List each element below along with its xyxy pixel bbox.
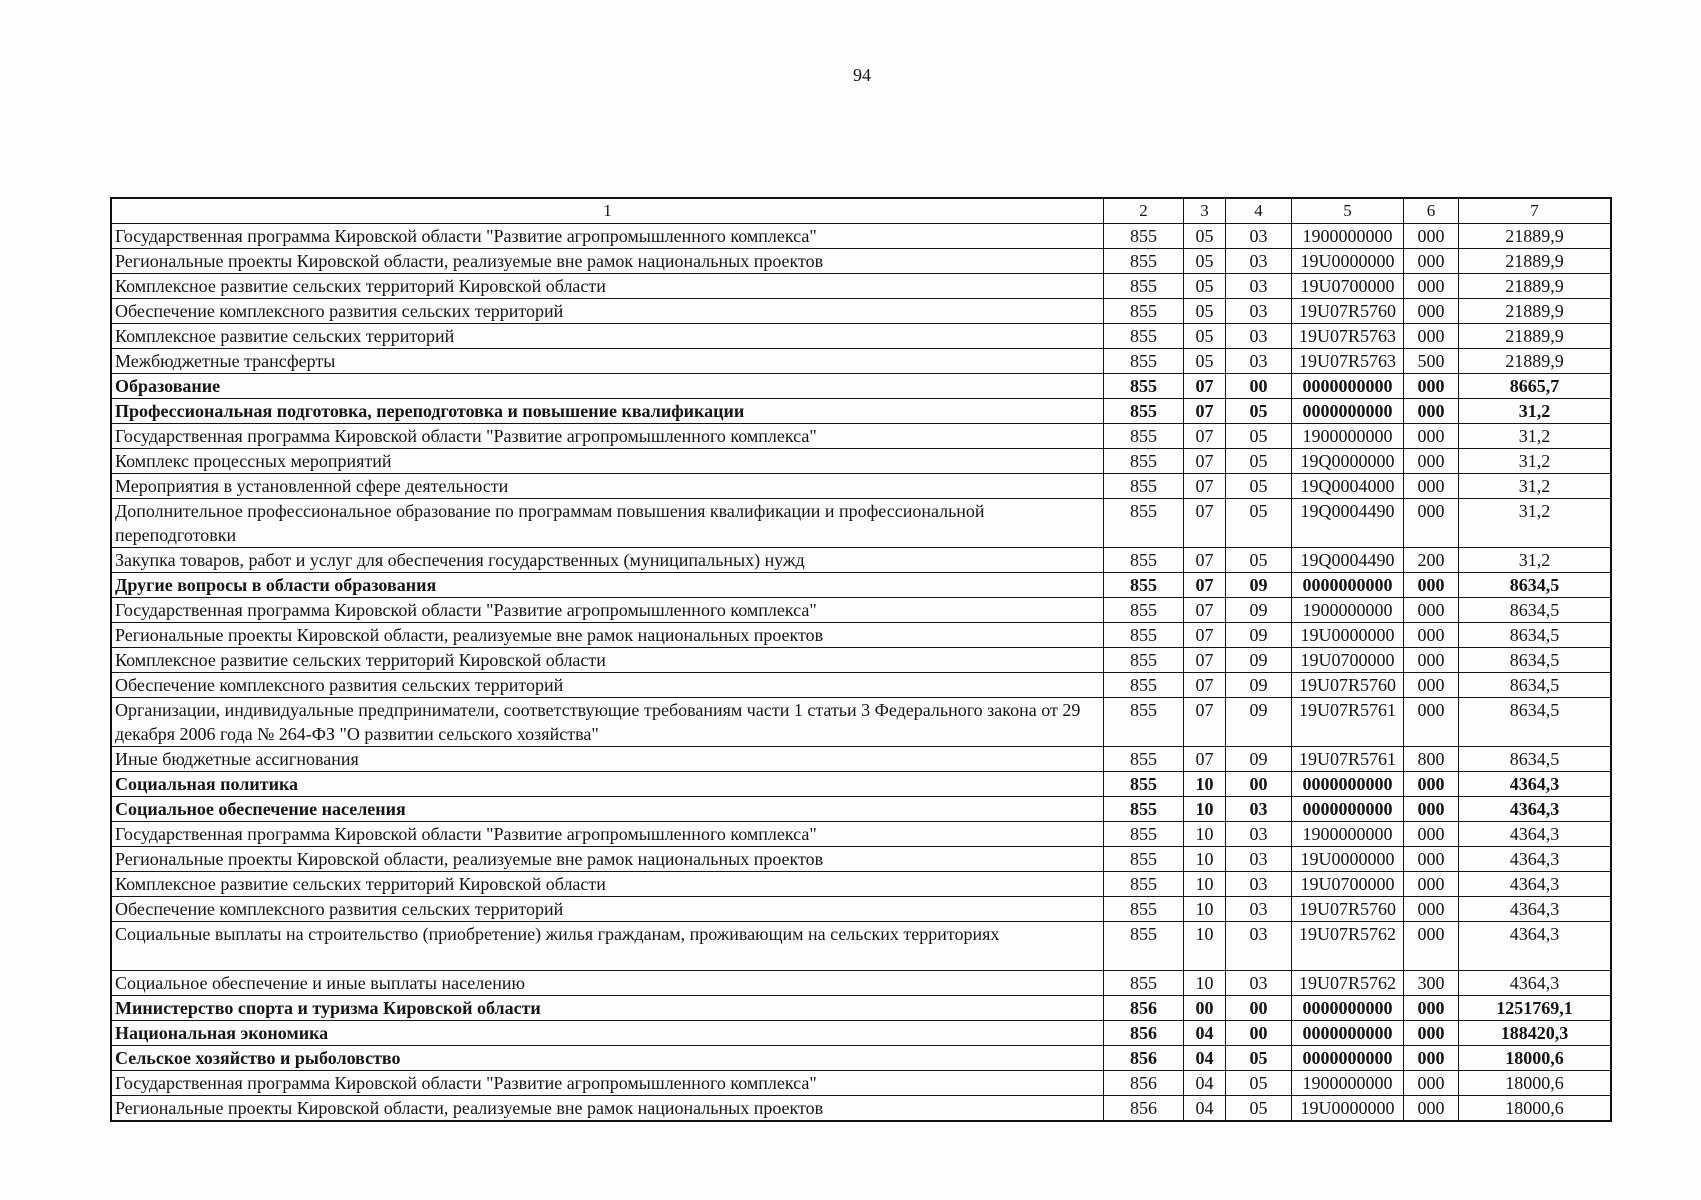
section-code-cell: 00 [1184,996,1226,1021]
expense-type-code-cell: 000 [1404,1096,1459,1122]
amount-cell: 21889,9 [1459,299,1612,324]
ministry-code-cell: 855 [1104,573,1184,598]
table-row [111,249,1611,274]
expense-type-code-cell: 000 [1404,648,1459,673]
subsection-code-cell: 09 [1226,648,1292,673]
target-article-code-cell: 0000000000 [1292,1046,1404,1071]
target-article-code-cell: 19Q0004000 [1292,474,1404,499]
expense-type-code-cell: 000 [1404,449,1459,474]
ministry-code-cell: 855 [1104,449,1184,474]
amount-cell: 4364,3 [1459,872,1612,897]
target-article-code-cell: 1900000000 [1292,1071,1404,1096]
item-name-cell: Профессиональная подготовка, переподготовка и повышение квалификации [111,399,1104,424]
table-row [111,573,1611,598]
ministry-code-cell: 855 [1104,499,1184,548]
section-code-cell: 10 [1184,797,1226,822]
ministry-code-cell: 855 [1104,274,1184,299]
table-row [111,747,1611,772]
column-header-5: 5 [1292,198,1404,224]
ministry-code-cell: 855 [1104,374,1184,399]
ministry-code-cell: 855 [1104,324,1184,349]
subsection-code-cell: 03 [1226,897,1292,922]
target-article-code-cell: 19Q0000000 [1292,449,1404,474]
item-name-cell: Образование [111,374,1104,399]
item-name-cell: Региональные проекты Кировской области, реализуемые вне рамок национальных проектов [111,847,1104,872]
table-row [111,872,1611,897]
expense-type-code-cell: 000 [1404,1046,1459,1071]
column-header-1: 1 [111,198,1104,224]
amount-cell: 4364,3 [1459,922,1612,971]
table-row [111,847,1611,872]
item-name-cell: Государственная программа Кировской области "Развитие агропромышленного комплекса" [111,424,1104,449]
item-name-cell: Комплексное развитие сельских территорий Кировской области [111,274,1104,299]
expense-type-code-cell: 300 [1404,971,1459,996]
table-row [111,274,1611,299]
target-article-code-cell: 19U07R5761 [1292,747,1404,772]
table-row [111,1096,1611,1122]
expense-type-code-cell: 000 [1404,673,1459,698]
section-code-cell: 10 [1184,971,1226,996]
amount-cell: 21889,9 [1459,349,1612,374]
subsection-code-cell: 03 [1226,274,1292,299]
item-name-cell: Организации, индивидуальные предприниматели, соответствующие требованиям части 1 статьи 3 Федерального закона от 29 декабря 2006 года № 264-ФЗ "О развитии сельского хозяйства" [111,698,1104,747]
amount-cell: 18000,6 [1459,1046,1612,1071]
target-article-code-cell: 1900000000 [1292,822,1404,847]
table-row [111,772,1611,797]
section-code-cell: 04 [1184,1046,1226,1071]
target-article-code-cell: 19U07R5763 [1292,324,1404,349]
section-code-cell: 10 [1184,897,1226,922]
expense-type-code-cell: 000 [1404,797,1459,822]
target-article-code-cell: 19Q0004490 [1292,499,1404,548]
expense-type-code-cell: 000 [1404,996,1459,1021]
table-row [111,349,1611,374]
target-article-code-cell: 19U07R5763 [1292,349,1404,374]
section-code-cell: 05 [1184,349,1226,374]
section-code-cell: 07 [1184,623,1226,648]
amount-cell: 21889,9 [1459,324,1612,349]
item-name-cell: Региональные проекты Кировской области, реализуемые вне рамок национальных проектов [111,249,1104,274]
expense-type-code-cell: 000 [1404,374,1459,399]
table-row [111,1071,1611,1096]
table-row [111,673,1611,698]
target-article-code-cell: 1900000000 [1292,424,1404,449]
section-code-cell: 10 [1184,847,1226,872]
expense-type-code-cell: 000 [1404,324,1459,349]
item-name-cell: Комплекс процессных мероприятий [111,449,1104,474]
item-name-cell: Государственная программа Кировской области "Развитие агропромышленного комплекса" [111,822,1104,847]
item-name-cell: Комплексное развитие сельских территорий [111,324,1104,349]
table-row [111,224,1611,249]
expense-type-code-cell: 000 [1404,299,1459,324]
table-row [111,1046,1611,1071]
table-row [111,897,1611,922]
ministry-code-cell: 856 [1104,1071,1184,1096]
table-row [111,922,1611,971]
column-header-7: 7 [1459,198,1612,224]
amount-cell: 8634,5 [1459,747,1612,772]
amount-cell: 4364,3 [1459,971,1612,996]
section-code-cell: 07 [1184,449,1226,474]
target-article-code-cell: 19U07R5762 [1292,922,1404,971]
expense-type-code-cell: 000 [1404,499,1459,548]
target-article-code-cell: 19Q0004490 [1292,548,1404,573]
ministry-code-cell: 855 [1104,399,1184,424]
ministry-code-cell: 855 [1104,648,1184,673]
amount-cell: 4364,3 [1459,847,1612,872]
expense-type-code-cell: 000 [1404,698,1459,747]
subsection-code-cell: 09 [1226,623,1292,648]
target-article-code-cell: 0000000000 [1292,573,1404,598]
item-name-cell: Государственная программа Кировской области "Развитие агропромышленного комплекса" [111,224,1104,249]
section-code-cell: 07 [1184,374,1226,399]
section-code-cell: 05 [1184,249,1226,274]
amount-cell: 21889,9 [1459,224,1612,249]
item-name-cell: Иные бюджетные ассигнования [111,747,1104,772]
ministry-code-cell: 855 [1104,224,1184,249]
section-code-cell: 07 [1184,573,1226,598]
ministry-code-cell: 855 [1104,424,1184,449]
target-article-code-cell: 19U07R5761 [1292,698,1404,747]
ministry-code-cell: 855 [1104,872,1184,897]
amount-cell: 31,2 [1459,548,1612,573]
section-code-cell: 10 [1184,822,1226,847]
section-code-cell: 07 [1184,474,1226,499]
table-row [111,548,1611,573]
subsection-code-cell: 03 [1226,324,1292,349]
ministry-code-cell: 855 [1104,349,1184,374]
amount-cell: 8665,7 [1459,374,1612,399]
subsection-code-cell: 03 [1226,822,1292,847]
ministry-code-cell: 855 [1104,249,1184,274]
ministry-code-cell: 856 [1104,1096,1184,1122]
subsection-code-cell: 03 [1226,922,1292,971]
item-name-cell: Закупка товаров, работ и услуг для обеспечения государственных (муниципальных) нужд [111,548,1104,573]
section-code-cell: 04 [1184,1096,1226,1122]
target-article-code-cell: 0000000000 [1292,1021,1404,1046]
table-row [111,598,1611,623]
subsection-code-cell: 05 [1226,424,1292,449]
item-name-cell: Обеспечение комплексного развития сельских территорий [111,299,1104,324]
expense-type-code-cell: 000 [1404,224,1459,249]
section-code-cell: 05 [1184,324,1226,349]
section-code-cell: 05 [1184,224,1226,249]
target-article-code-cell: 1900000000 [1292,598,1404,623]
ministry-code-cell: 855 [1104,299,1184,324]
ministry-code-cell: 855 [1104,822,1184,847]
section-code-cell: 07 [1184,598,1226,623]
amount-cell: 21889,9 [1459,249,1612,274]
item-name-cell: Региональные проекты Кировской области, реализуемые вне рамок национальных проектов [111,1096,1104,1122]
item-name-cell: Социальное обеспечение и иные выплаты населению [111,971,1104,996]
ministry-code-cell: 855 [1104,797,1184,822]
subsection-code-cell: 03 [1226,797,1292,822]
amount-cell: 31,2 [1459,449,1612,474]
section-code-cell: 05 [1184,274,1226,299]
column-header-4: 4 [1226,198,1292,224]
section-code-cell: 10 [1184,872,1226,897]
ministry-code-cell: 856 [1104,1021,1184,1046]
amount-cell: 18000,6 [1459,1071,1612,1096]
target-article-code-cell: 19U07R5762 [1292,971,1404,996]
subsection-code-cell: 09 [1226,747,1292,772]
subsection-code-cell: 09 [1226,598,1292,623]
amount-cell: 8634,5 [1459,623,1612,648]
amount-cell: 4364,3 [1459,822,1612,847]
expense-type-code-cell: 000 [1404,274,1459,299]
column-header-2: 2 [1104,198,1184,224]
expense-type-code-cell: 000 [1404,399,1459,424]
table-row [111,822,1611,847]
amount-cell: 8634,5 [1459,648,1612,673]
table-row [111,399,1611,424]
table-header-row [111,198,1611,224]
item-name-cell: Дополнительное профессиональное образование по программам повышения квалификации и профессиональной переподготовки [111,499,1104,548]
item-name-cell: Обеспечение комплексного развития сельских территорий [111,673,1104,698]
ministry-code-cell: 855 [1104,747,1184,772]
expense-type-code-cell: 500 [1404,349,1459,374]
table-header [111,198,1611,224]
expense-type-code-cell: 200 [1404,548,1459,573]
item-name-cell: Комплексное развитие сельских территорий Кировской области [111,872,1104,897]
target-article-code-cell: 19U0000000 [1292,623,1404,648]
ministry-code-cell: 855 [1104,847,1184,872]
subsection-code-cell: 05 [1226,399,1292,424]
target-article-code-cell: 19U0000000 [1292,1096,1404,1122]
ministry-code-cell: 855 [1104,772,1184,797]
target-article-code-cell: 1900000000 [1292,224,1404,249]
subsection-code-cell: 00 [1226,374,1292,399]
target-article-code-cell: 0000000000 [1292,772,1404,797]
ministry-code-cell: 855 [1104,474,1184,499]
section-code-cell: 07 [1184,673,1226,698]
amount-cell: 31,2 [1459,424,1612,449]
expense-type-code-cell: 000 [1404,772,1459,797]
amount-cell: 188420,3 [1459,1021,1612,1046]
subsection-code-cell: 03 [1226,299,1292,324]
item-name-cell: Другие вопросы в области образования [111,573,1104,598]
amount-cell: 31,2 [1459,474,1612,499]
item-name-cell: Социальное обеспечение населения [111,797,1104,822]
target-article-code-cell: 19U0700000 [1292,274,1404,299]
section-code-cell: 05 [1184,299,1226,324]
table-row [111,996,1611,1021]
ministry-code-cell: 855 [1104,548,1184,573]
subsection-code-cell: 09 [1226,673,1292,698]
table-row [111,499,1611,548]
item-name-cell: Межбюджетные трансферты [111,349,1104,374]
target-article-code-cell: 0000000000 [1292,374,1404,399]
item-name-cell: Обеспечение комплексного развития сельских территорий [111,897,1104,922]
ministry-code-cell: 856 [1104,996,1184,1021]
amount-cell: 4364,3 [1459,897,1612,922]
amount-cell: 31,2 [1459,499,1612,548]
amount-cell: 4364,3 [1459,772,1612,797]
expense-type-code-cell: 000 [1404,573,1459,598]
target-article-code-cell: 19U0700000 [1292,872,1404,897]
table-row [111,299,1611,324]
target-article-code-cell: 19U07R5760 [1292,897,1404,922]
item-name-cell: Министерство спорта и туризма Кировской области [111,996,1104,1021]
section-code-cell: 10 [1184,922,1226,971]
section-code-cell: 04 [1184,1021,1226,1046]
expense-type-code-cell: 000 [1404,1021,1459,1046]
table-row [111,374,1611,399]
subsection-code-cell: 00 [1226,996,1292,1021]
subsection-code-cell: 03 [1226,249,1292,274]
amount-cell: 8634,5 [1459,698,1612,747]
amount-cell: 31,2 [1459,399,1612,424]
table-row [111,623,1611,648]
expense-type-code-cell: 000 [1404,822,1459,847]
column-header-3: 3 [1184,198,1226,224]
item-name-cell: Региональные проекты Кировской области, реализуемые вне рамок национальных проектов [111,623,1104,648]
expense-type-code-cell: 000 [1404,598,1459,623]
section-code-cell: 10 [1184,772,1226,797]
subsection-code-cell: 03 [1226,224,1292,249]
amount-cell: 18000,6 [1459,1096,1612,1122]
subsection-code-cell: 05 [1226,1046,1292,1071]
item-name-cell: Государственная программа Кировской области "Развитие агропромышленного комплекса" [111,1071,1104,1096]
subsection-code-cell: 05 [1226,499,1292,548]
expense-type-code-cell: 000 [1404,872,1459,897]
table-row [111,424,1611,449]
ministry-code-cell: 855 [1104,673,1184,698]
table-row [111,797,1611,822]
section-code-cell: 07 [1184,424,1226,449]
section-code-cell: 07 [1184,698,1226,747]
target-article-code-cell: 19U07R5760 [1292,673,1404,698]
expense-type-code-cell: 800 [1404,747,1459,772]
ministry-code-cell: 856 [1104,1046,1184,1071]
subsection-code-cell: 05 [1226,449,1292,474]
ministry-code-cell: 855 [1104,698,1184,747]
amount-cell: 8634,5 [1459,598,1612,623]
table-row [111,324,1611,349]
ministry-code-cell: 855 [1104,922,1184,971]
section-code-cell: 07 [1184,548,1226,573]
section-code-cell: 07 [1184,399,1226,424]
subsection-code-cell: 00 [1226,772,1292,797]
expense-type-code-cell: 000 [1404,1071,1459,1096]
subsection-code-cell: 09 [1226,573,1292,598]
ministry-code-cell: 855 [1104,598,1184,623]
expense-type-code-cell: 000 [1404,424,1459,449]
section-code-cell: 07 [1184,648,1226,673]
section-code-cell: 04 [1184,1071,1226,1096]
subsection-code-cell: 05 [1226,548,1292,573]
amount-cell: 8634,5 [1459,673,1612,698]
target-article-code-cell: 0000000000 [1292,399,1404,424]
subsection-code-cell: 09 [1226,698,1292,747]
section-code-cell: 07 [1184,499,1226,548]
subsection-code-cell: 05 [1226,474,1292,499]
table-row [111,648,1611,673]
table-row [111,1021,1611,1046]
item-name-cell: Социальные выплаты на строительство (приобретение) жилья гражданам, проживающим на сельских территориях [111,922,1104,971]
item-name-cell: Государственная программа Кировской области "Развитие агропромышленного комплекса" [111,598,1104,623]
subsection-code-cell: 03 [1226,349,1292,374]
ministry-code-cell: 855 [1104,897,1184,922]
amount-cell: 21889,9 [1459,274,1612,299]
table-row [111,698,1611,747]
subsection-code-cell: 03 [1226,847,1292,872]
ministry-code-cell: 855 [1104,623,1184,648]
expense-type-code-cell: 000 [1404,847,1459,872]
expense-type-code-cell: 000 [1404,474,1459,499]
target-article-code-cell: 19U07R5760 [1292,299,1404,324]
expense-type-code-cell: 000 [1404,623,1459,648]
column-header-6: 6 [1404,198,1459,224]
amount-cell: 4364,3 [1459,797,1612,822]
amount-cell: 8634,5 [1459,573,1612,598]
section-code-cell: 07 [1184,747,1226,772]
page-number: 94 [853,65,871,85]
item-name-cell: Национальная экономика [111,1021,1104,1046]
ministry-code-cell: 855 [1104,971,1184,996]
target-article-code-cell: 19U0000000 [1292,847,1404,872]
expense-type-code-cell: 000 [1404,897,1459,922]
target-article-code-cell: 0000000000 [1292,797,1404,822]
target-article-code-cell: 19U0700000 [1292,648,1404,673]
table-body [111,224,1611,1122]
target-article-code-cell: 19U0000000 [1292,249,1404,274]
expense-type-code-cell: 000 [1404,249,1459,274]
expense-type-code-cell: 000 [1404,922,1459,971]
target-article-code-cell: 0000000000 [1292,996,1404,1021]
table-row [111,449,1611,474]
table-row [111,474,1611,499]
item-name-cell: Социальная политика [111,772,1104,797]
subsection-code-cell: 05 [1226,1096,1292,1122]
table-row [111,971,1611,996]
subsection-code-cell: 00 [1226,1021,1292,1046]
budget-table [110,197,1612,1122]
item-name-cell: Сельское хозяйство и рыболовство [111,1046,1104,1071]
subsection-code-cell: 05 [1226,1071,1292,1096]
item-name-cell: Мероприятия в установленной сфере деятельности [111,474,1104,499]
amount-cell: 1251769,1 [1459,996,1612,1021]
item-name-cell: Комплексное развитие сельских территорий Кировской области [111,648,1104,673]
subsection-code-cell: 03 [1226,872,1292,897]
subsection-code-cell: 03 [1226,971,1292,996]
